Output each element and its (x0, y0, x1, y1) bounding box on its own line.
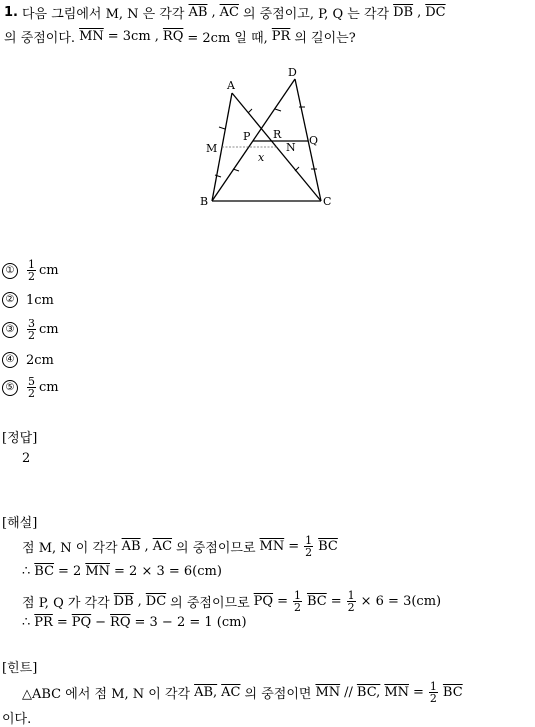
option-text: 2cm (26, 352, 54, 368)
fraction: $\frac{5}{2}$ (28, 375, 35, 400)
segment-mn: $\overline{MN}$ (79, 29, 104, 44)
question-number: 1. (4, 5, 18, 20)
label-r: R (273, 128, 282, 141)
answer-value: 2 (22, 451, 31, 466)
question-text: 다음 그림에서 M, N 은 각각 (21, 7, 185, 22)
question-text-2: 의 중점이고, P, Q 는 각각 (242, 7, 390, 22)
comma: , (211, 5, 216, 20)
segment-db-line (212, 79, 295, 201)
option-number: ② (2, 292, 18, 308)
option-unit: cm (39, 322, 59, 337)
option-2[interactable] (2, 292, 54, 308)
option-number: ① (2, 263, 18, 279)
label-d: D (288, 66, 297, 79)
option-4[interactable] (2, 352, 54, 368)
label-b: B (200, 195, 209, 208)
option-number: ④ (2, 352, 18, 368)
option-1[interactable] (2, 259, 59, 282)
label-q: Q (309, 134, 319, 147)
label-a: A (227, 79, 235, 92)
answer-heading: [정답] (2, 431, 38, 446)
mn-value: = 3cm , (107, 29, 159, 44)
hint-end: 이다. (2, 712, 32, 727)
hint-line-1: △ABC 에서 점 M, N 이 각각 AB, $\overline{AC}$ 의 중점이면 $\overline{MN}$ // BC, $\overline{MN}$ = $\frac{1}{2}$ $\overline{BC}$ (22, 680, 463, 705)
option-unit: cm (39, 263, 59, 278)
option-text: 1cm (26, 292, 54, 308)
label-m: M (206, 142, 218, 155)
label-n: N (286, 141, 296, 154)
label-c: C (323, 195, 332, 208)
explanation-line-1: 점 M, N 이 각각 $\overline{AB}$ , $\overline{AC}$ 의 중점이므로 $\overline{MN}$ = $\frac{1}{2}$ $\overline{BC}$ (22, 534, 338, 559)
question-end: 의 길이는? (294, 31, 356, 46)
option-unit: cm (39, 380, 59, 395)
segment-pr: $\overline{PR}$ (271, 29, 291, 44)
segment-ab: $\overline{AB}$ (188, 5, 208, 20)
segment-db: $\overline{DB}$ (393, 5, 414, 20)
option-number: ③ (2, 322, 18, 338)
segment-dc: $\overline{DC}$ (425, 5, 446, 20)
option-5[interactable] (2, 376, 59, 399)
segment-rq: $\overline{RQ}$ (162, 29, 184, 44)
explanation-line-2: ∴ $\overline{BC}$ = 2 $\overline{MN}$ = 2 × 3 = 6(cm) (22, 564, 222, 579)
rq-value: = 2cm 일 때, (187, 31, 268, 46)
fraction: $\frac{3}{2}$ (28, 317, 35, 342)
explanation-line-3: 점 P, Q 가 각각 $\overline{DB}$ , $\overline{DC}$ 의 중점이므로 $\overline{PQ}$ = $\frac{1}{2}$ $\overline{BC}$ = $\frac{1}{2}$ × 6 = 3(cm) (22, 589, 442, 614)
label-p: P (243, 130, 251, 143)
explanation-heading: [해설] (2, 516, 38, 531)
explanation-line-4: ∴ $\overline{PR}$ = $\overline{PQ}$ − $\overline{RQ}$ = 3 − 2 = 1 (cm) (22, 615, 247, 630)
fraction: $\frac{1}{2}$ (28, 258, 35, 283)
option-3[interactable] (2, 318, 59, 341)
option-number: ⑤ (2, 380, 18, 396)
label-x: x (258, 151, 265, 164)
comma: , (417, 5, 422, 20)
geometry-figure (195, 65, 345, 210)
segment-ac: $\overline{AC}$ (219, 5, 239, 20)
question-line-1 (4, 3, 446, 22)
question-line-2 (4, 27, 356, 46)
hint-heading: [힌트] (2, 661, 38, 676)
question-text-3: 의 중점이다. (4, 31, 76, 46)
